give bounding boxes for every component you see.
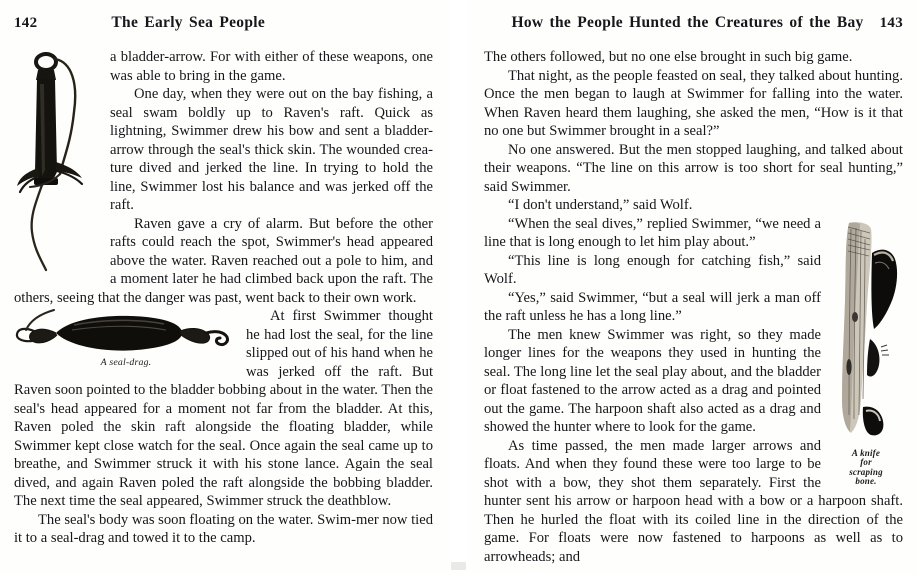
gutter-shadow — [451, 562, 466, 570]
running-head-left — [14, 14, 433, 36]
seal-drag-icon — [14, 309, 238, 357]
paragraph: “I don't understand,” said Wolf. — [508, 197, 693, 213]
bone-knife-icon — [829, 219, 903, 447]
page-gutter — [449, 0, 468, 574]
knife-caption — [829, 449, 903, 487]
paragraph: As time passed, the men made larger arrows and floats. And when they found these were too large to be shot with a bow, they shot them separately. First the hunter sent his arrow or harpoon head with a bow or a harpoon shaft. Then he hurled the float with its coiled line in the direction of the game. For floats were now fastened to harpoons as well as to arrowheads; and — [484, 437, 903, 565]
body-text-left — [14, 48, 433, 548]
paragraph: “This line is long enough for catching fish,” said Wolf. — [484, 252, 821, 287]
harpoon-illustration — [16, 50, 102, 272]
paragraph: The others followed, but no one else brought in such big game. — [484, 49, 853, 65]
page-left — [0, 0, 449, 574]
knife-caption-line: scraping — [849, 466, 883, 477]
folio-right: 143 — [879, 15, 903, 31]
paragraph: The men knew Swimmer was right, so they made longer lines for the weapons they used in hunting the seal. The long line let the seal play about, and the bladder or float fastened to the arrow acted as a drag and pointed out the game. The harpoon shaft also acted as a drag and showed the hunter where to look for the game. — [484, 326, 821, 435]
knife-caption-line: A knife — [851, 447, 881, 458]
paragraph: One day, when they were out on the bay fishing, a seal swam boldly up to Raven's raft. Quick as lightning, Swimmer drew his bow and sent a bladder-arrow through the seal's thick skin. The wounded crea-ture dived and jerked the line. In trying to hold the line, Swimmer lost his balance and was jerked off the raft. — [110, 86, 433, 213]
paragraph: That night, as the people feasted on seal, they talked about hunting. Once the men began to laugh at Swimmer for falling into the water. When Raven heard them laughing, she asked the men, “How is it that no one but Swimmer brought in a seal?” — [484, 67, 903, 139]
seal-drag-caption: A seal-drag. — [100, 357, 152, 368]
paragraph: The seal's body was soon floating on the water. Swim-mer now tied it to a seal-drag and towed it to the camp. — [14, 511, 433, 546]
running-head-right — [484, 14, 903, 36]
knife-caption-line: for — [860, 457, 872, 468]
paragraph: Raven gave a cry of alarm. But before the other rafts could reach the spot, Swimmer's head appeared above the water. Raven reached out a pole to him, and a moment later he had climbed back upon the raft. The others, seeing that the danger was past, went back to their own work. — [14, 215, 433, 306]
paragraph: “When the seal dives,” replied Swimmer, “we need a line that is long enough to let him play about.” — [484, 215, 821, 250]
paragraph: a bladder-arrow. For with either of these weapons, one was able to bring in the game. — [110, 49, 433, 84]
knife-illustration — [829, 219, 903, 487]
seal-drag-illustration — [14, 309, 238, 371]
knife-caption-line: bone. — [855, 476, 877, 487]
page-right — [468, 0, 917, 574]
harpoon-icon — [16, 50, 102, 272]
paragraph: No one answered. But the men stopped laughing, and talked about their weapons. “The line on this arrow is too short for seal hunting,” said Swimmer. — [484, 141, 903, 195]
folio-left: 142 — [14, 15, 38, 31]
body-text-right — [484, 48, 903, 566]
running-title-left: The Early Sea People — [111, 14, 266, 31]
running-title-right: How the People Hunted the Creatures of the Bay — [511, 14, 864, 31]
paragraph: “Yes,” said Swimmer, “but a seal will jerk a man off the raft unless he has a long line.” — [484, 289, 821, 324]
paragraph: At first Swimmer thought he had lost the seal, for the line slipped out of his hand when he was jerked off the raft. But Raven soon pointed to the bladder bobbing about in the water. Then the seal's head appeared for a moment not far from the bladder. At this, Raven poled the skin raft alongside the floating bladder, while Swimmer kept close watch for the seal. Once again the seal came up to breathe, and Swimmer struck it with his stone lance. Again the seal dived, and again Raven poled the raft alongside the bobbing bladder. The next time the seal appeared, Swimmer struck the deathblow. — [14, 308, 433, 509]
